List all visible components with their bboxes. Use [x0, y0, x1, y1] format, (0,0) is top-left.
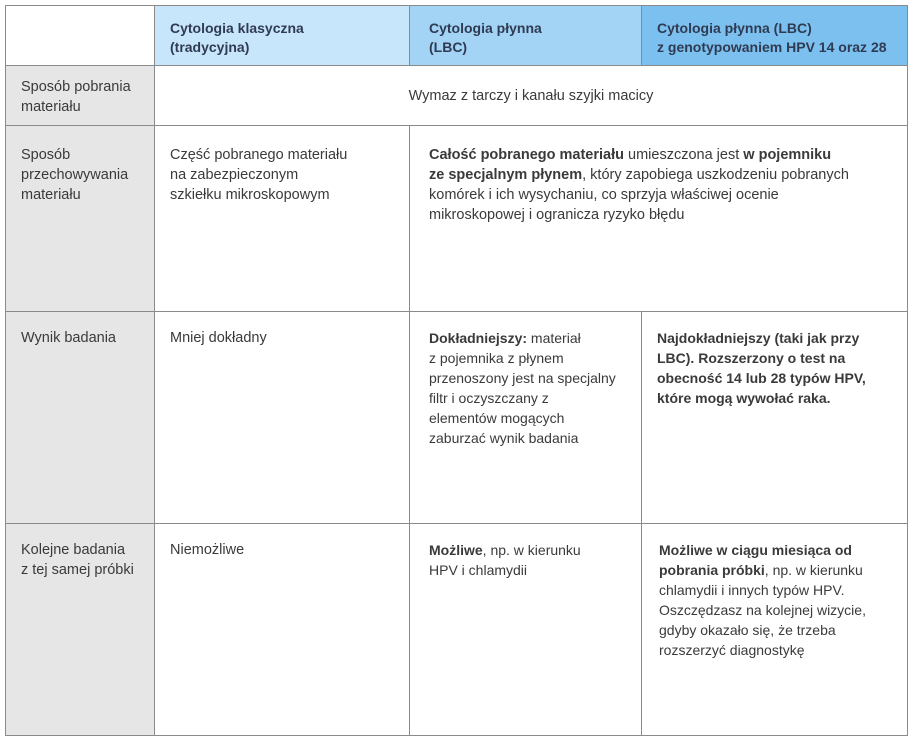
header-col2-line2: (LBC) [429, 39, 468, 55]
result-liquid-line5: elementów mogących [429, 410, 565, 426]
storage-classic-line1: Część pobranego materiału [170, 147, 348, 163]
result-liquid-line6: zaburzać wynik badania [429, 430, 579, 446]
row-label-storage-line2: przechowywania [21, 167, 129, 183]
header-corner-cell [5, 5, 155, 66]
result-hpv-line2: LBC). Rozszerzony o test na [657, 350, 846, 366]
followup-classic-text: Niemożliwe [170, 542, 245, 558]
followup-hpv-cell [641, 523, 908, 736]
followup-classic-cell [154, 523, 410, 736]
followup-liquid-text1: , np. w kierunku [482, 542, 581, 558]
row-label-followup [5, 523, 155, 736]
storage-liquid-line3: komórek i ich wysychaniu, co sprzyja właściwej ocenie [429, 187, 779, 203]
result-liquid-cell [409, 311, 642, 524]
followup-liquid-cell [409, 523, 642, 736]
storage-liquid-bold3: ze specjalnym płynem [429, 167, 583, 183]
row-label-sampling-line2: materiału [21, 99, 81, 115]
row-label-sampling [5, 65, 155, 126]
row-label-storage-line3: materiału [21, 187, 81, 203]
storage-classic-cell [154, 125, 410, 312]
result-hpv-cell [641, 311, 908, 524]
followup-hpv-line5: gdyby okazało się, że trzeba [659, 622, 836, 638]
row-label-followup-line1: Kolejne badania [21, 542, 126, 558]
storage-classic-line3: szkiełku mikroskopowym [170, 187, 330, 203]
result-hpv-line3: obecność 14 lub 28 typów HPV, [657, 370, 866, 386]
header-col2-line1: Cytologia płynna [429, 20, 542, 36]
header-col1-line2: (tradycyjna) [170, 39, 250, 55]
storage-liquid-line4: mikroskopowej i ogranicza ryzyko błędu [429, 207, 685, 223]
result-classic-cell [154, 311, 410, 524]
row-label-storage-line1: Sposób [21, 147, 71, 163]
storage-liquid-line2 [429, 165, 895, 185]
storage-liquid-text1: umieszczona jest [624, 147, 744, 163]
result-liquid-line2: z pojemnika z płynem [429, 350, 564, 366]
result-liquid-line4: filtr i oczyszczany z [429, 390, 549, 406]
storage-liquid-merged-cell [409, 125, 908, 312]
storage-liquid-bold2: w pojemniku [743, 147, 832, 163]
followup-hpv-text2: , np. w kierunku [764, 562, 863, 578]
row-label-result [5, 311, 155, 524]
header-liquid-cytology [409, 5, 642, 66]
row-label-result-text: Wynik badania [21, 330, 116, 346]
followup-hpv-line1 [659, 540, 895, 560]
followup-hpv-line6: rozszerzyć diagnostykę [659, 642, 805, 658]
header-classic-cytology [154, 5, 410, 66]
followup-hpv-line3: chlamydii i innych typów HPV. [659, 582, 845, 598]
header-col3-line1: Cytologia płynna (LBC) [657, 20, 812, 36]
result-liquid-line3: przenoszony jest na specjalny [429, 370, 616, 386]
header-col1-line1: Cytologia klasyczna [170, 20, 304, 36]
followup-liquid-line2: HPV i chlamydii [429, 562, 528, 578]
followup-liquid-line1 [429, 540, 629, 560]
sampling-method-text: Wymaz z tarczy i kanału szyjki macicy [408, 87, 654, 104]
result-liquid-bold: Dokładniejszy: [429, 330, 528, 346]
result-liquid-text1: materiał [527, 330, 581, 346]
followup-hpv-line2 [659, 560, 895, 580]
followup-hpv-bold2: pobrania próbki [659, 562, 765, 578]
row-label-storage [5, 125, 155, 312]
result-hpv-line1: Najdokładniejszy (taki jak przy [657, 330, 860, 346]
followup-liquid-bold: Możliwe [429, 542, 483, 558]
storage-classic-line2: na zabezpieczonym [170, 167, 299, 183]
header-col3-line2: z genotypowaniem HPV 14 oraz 28 [657, 39, 887, 55]
storage-liquid-line1 [429, 145, 895, 165]
header-liquid-cytology-hpv [641, 5, 908, 66]
storage-liquid-bold1: Całość pobranego materiału [429, 147, 624, 163]
followup-hpv-bold1: Możliwe w ciągu miesiąca od [659, 542, 852, 558]
result-hpv-line4: które mogą wywołać raka. [657, 390, 831, 406]
row-label-followup-line2: z tej samej próbki [21, 562, 134, 578]
sampling-merged-cell [154, 65, 908, 126]
storage-liquid-text2: , który zapobiega uszkodzeniu pobranych [582, 167, 849, 183]
followup-hpv-line4: Oszczędzasz na kolejnej wizycie, [659, 602, 866, 618]
row-label-sampling-line1: Sposób pobrania [21, 79, 131, 95]
result-classic-text: Mniej dokładny [170, 330, 267, 346]
result-liquid-line1 [429, 328, 629, 348]
